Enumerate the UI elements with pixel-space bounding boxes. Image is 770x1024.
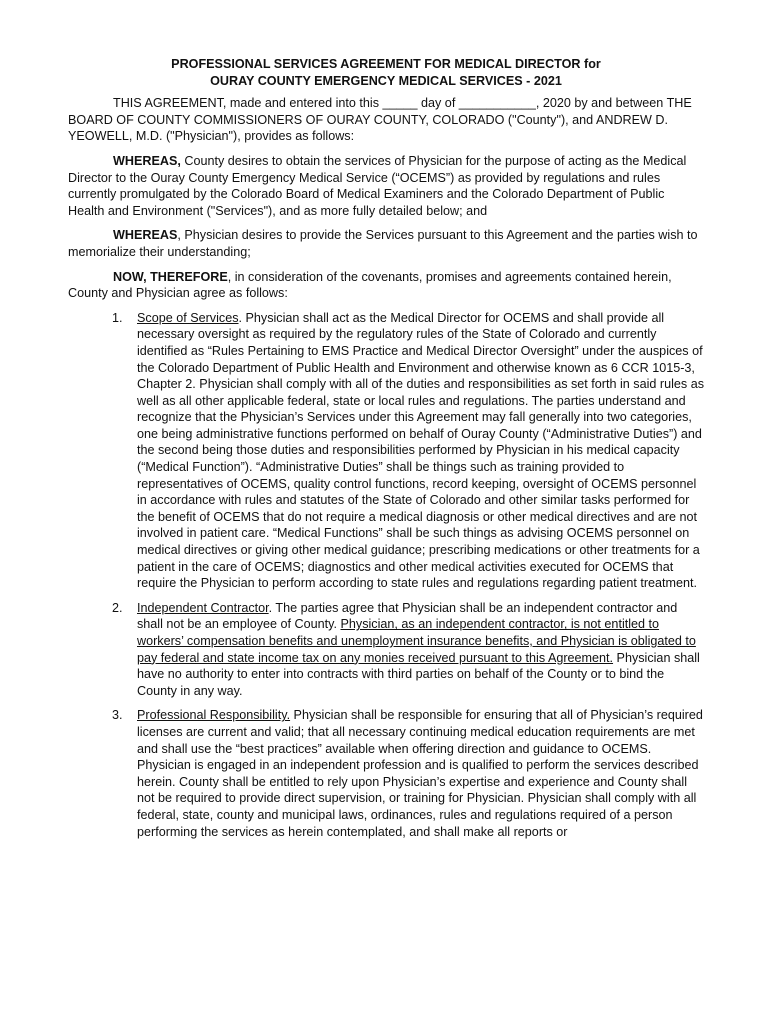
document-body [68, 56, 704, 848]
whereas-paragraph-1 [68, 153, 704, 219]
title-line-1: PROFESSIONAL SERVICES AGREEMENT FOR MEDICAL DIRECTOR for [171, 57, 601, 71]
whereas-2-text: , Physician desires to provide the Services pursuant to this Agreement and the parties wish to memorialize their understanding; [68, 228, 698, 259]
section-1 [68, 310, 704, 592]
whereas-paragraph-2 [68, 227, 704, 260]
section-2-text-after: Physician shall have no authority to enter into contracts with third parties on behalf of the County or to bind the County in any way. [137, 650, 700, 698]
section-3-text: Physician shall be responsible for ensuring that all of Physician’s required licenses are current and valid; that all necessary continuing medical education requirements are met and shall use the “best practices” available when offering direction and guidance to OCEMS. Physician is engaged in an independent profession and is qualified to perform the services described herein. County shall be entitled to rely upon Physician’s expertise and experience and County shall not be required to provide direct supervision, or training for Physician. Physician shall comply with all federal, state, county and municipal laws, ordinances, rules and regulations required of a person performing the services as herein contemplated, and shall make all reports or [137, 708, 703, 839]
therefore-lead: NOW, THEREFORE [113, 269, 228, 284]
section-2-underlined-text: Physician, as an independent contractor, is not entitled to workers’ compensation benefits and unemployment insurance benefits, and Physician is obligated to pay federal and state income tax on any monies received pursuant to this Agreement. [137, 617, 696, 665]
section-3-heading: Professional Responsibility. [137, 708, 291, 723]
title-line-2: OURAY COUNTY EMERGENCY MEDICAL SERVICES - 2021 [210, 73, 562, 88]
section-1-heading: Scope of Services [137, 310, 239, 325]
section-2-number: 2. [112, 600, 123, 615]
whereas-1-text: County desires to obtain the services of Physician for the purpose of acting as the Medical Director to the Ouray County Emergency Medical Service (“OCEMS”) as provided by regulations and rules currently promulgated by the Colorado Board of Medical Examiners and the Colorado Department of Public Health and Environment ("Services"), and as more fully detailed below; and [68, 153, 687, 218]
section-2-text: . The parties agree that Physician shall be an independent contractor and shall not be an employee of County. [137, 600, 678, 632]
preamble-paragraph: THIS AGREEMENT, made and entered into this _____ day of ___________, 2020 by and between THE BOARD OF COUNTY COMMISSIONERS OF OURAY COUNTY, COLORADO ("County"), and ANDREW D. YEOWELL, M.D. ("Physician"), provides as follows: [68, 96, 692, 144]
section-3 [68, 707, 704, 840]
section-1-number: 1. [112, 310, 123, 325]
section-2-heading: Independent Contractor [137, 600, 269, 615]
therefore-text: , in consideration of the covenants, promises and agreements contained herein, County and Physician agree as follows: [68, 269, 672, 301]
whereas-1-lead: WHEREAS, [113, 153, 181, 168]
section-2 [68, 600, 704, 700]
section-3-number: 3. [112, 708, 123, 723]
therefore-paragraph [68, 269, 704, 302]
whereas-2-lead: WHEREAS [113, 228, 178, 243]
section-1-text: . Physician shall act as the Medical Director for OCEMS and shall provide all necessary oversight as required by the regulatory rules of the State of Colorado and currently identified as “Rules Pertaining to EMS Practice and Medical Director Oversight” under the auspices of the Colorado Department of Public Health and Environment and otherwise known as 6 CCR 1015-3, Chapter 2. Physician shall comply with all of the duties and responsibilities as set forth in said rules as well as all other applicable federal, state or local rules and regulations. The parties understand and recognize that the Physician’s Services under this Agreement may fall generally into two categories, one being administrative functions performed on behalf of Ouray County (“Administrative Duties”) and the second being those duties and responsibilities performed by Physician in his medical capacity (“Medical Function”). “Administrative Duties” shall be things such as training provided to representatives of OCEMS, quality control functions, record keeping, oversight of OCEMS personnel in accordance with rules and statutes of the State of Colorado and other similar tasks performed for the benefit of OCEMS that do not require a medical diagnosis or other medical directives and are not involved in patient care. “Medical Functions” shall be such things as advising OCEMS personnel on medical directives or giving other medical guidance; prescribing medications or other treatments for a patient in the care of OCEMS; diagnostics and other medical activities executed for OCEMS that require the Physician to perform according to state rules and regulations regarding patient treatment. [137, 310, 705, 591]
agreement-sections [68, 310, 704, 840]
document-title [68, 56, 704, 89]
